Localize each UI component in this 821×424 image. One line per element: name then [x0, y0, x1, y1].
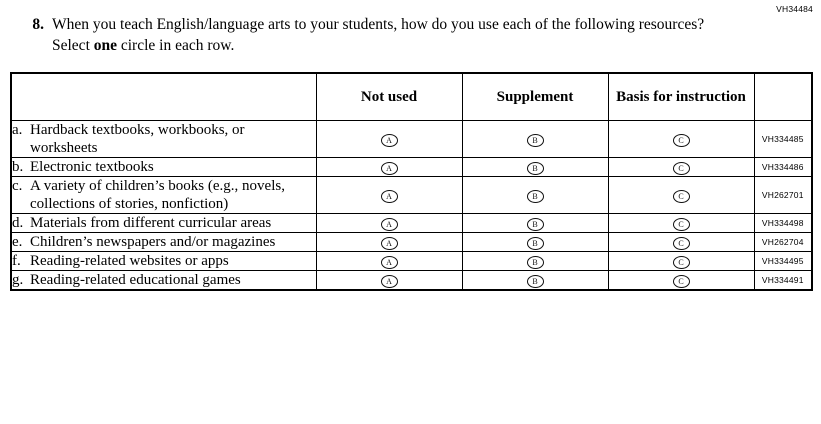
radio-a-basis[interactable] — [608, 121, 754, 158]
header-basis-for-instruction: Basis for instruction — [608, 73, 754, 121]
bubble-c[interactable]: C — [673, 190, 690, 203]
question-text-part2: circle in each row. — [117, 37, 235, 54]
row-letter: g. — [12, 272, 24, 288]
page-item-id: VH34484 — [776, 4, 813, 14]
bubble-b[interactable]: B — [527, 162, 544, 175]
radio-c-not-used[interactable] — [316, 177, 462, 214]
radio-g-supplement[interactable] — [462, 271, 608, 291]
radio-e-supplement[interactable] — [462, 233, 608, 252]
radio-g-basis[interactable] — [608, 271, 754, 291]
row-code: VH262704 — [754, 233, 812, 252]
table-row — [11, 177, 812, 214]
bubble-a[interactable]: A — [381, 162, 398, 175]
bubble-b[interactable]: B — [527, 237, 544, 250]
table-row — [11, 233, 812, 252]
response-matrix — [10, 72, 813, 291]
table-row — [11, 158, 812, 177]
row-text: Electronic textbooks — [30, 159, 154, 175]
radio-c-supplement[interactable] — [462, 177, 608, 214]
row-code: VH334486 — [754, 158, 812, 177]
row-code: VH334491 — [754, 271, 812, 291]
bubble-a[interactable]: A — [381, 237, 398, 250]
table-row — [11, 271, 812, 291]
bubble-c[interactable]: C — [673, 237, 690, 250]
question-number: 8. — [32, 16, 44, 33]
radio-c-basis[interactable] — [608, 177, 754, 214]
radio-b-supplement[interactable] — [462, 158, 608, 177]
table-row — [11, 214, 812, 233]
bubble-c[interactable]: C — [673, 134, 690, 147]
row-letter: a. — [12, 122, 23, 138]
row-label-g — [11, 271, 316, 291]
bubble-c[interactable]: C — [673, 218, 690, 231]
bubble-a[interactable]: A — [381, 256, 398, 269]
row-label-d — [11, 214, 316, 233]
radio-d-not-used[interactable] — [316, 214, 462, 233]
row-text: Reading-related websites or apps — [30, 253, 229, 269]
table-row — [11, 252, 812, 271]
header-code — [754, 73, 812, 121]
radio-b-basis[interactable] — [608, 158, 754, 177]
radio-d-supplement[interactable] — [462, 214, 608, 233]
bubble-a[interactable]: A — [381, 134, 398, 147]
row-code: VH334498 — [754, 214, 812, 233]
bubble-c[interactable]: C — [673, 275, 690, 288]
row-text: Hardback textbooks, workbooks, or worksheets — [30, 122, 245, 156]
row-code: VH262701 — [754, 177, 812, 214]
row-text: A variety of children’s books (e.g., novels, collections of stories, nonfiction) — [30, 178, 285, 212]
bubble-b[interactable]: B — [527, 134, 544, 147]
header-blank — [11, 73, 316, 121]
bubble-b[interactable]: B — [527, 275, 544, 288]
row-label-e — [11, 233, 316, 252]
bubble-b[interactable]: B — [527, 190, 544, 203]
row-text: Reading-related educational games — [30, 272, 241, 288]
bubble-a[interactable]: A — [381, 218, 398, 231]
row-label-c — [11, 177, 316, 214]
question-text — [52, 14, 712, 56]
row-text: Materials from different curricular areas — [30, 215, 272, 231]
radio-f-not-used[interactable] — [316, 252, 462, 271]
question-block — [18, 14, 761, 56]
radio-d-basis[interactable] — [608, 214, 754, 233]
row-letter: d. — [12, 215, 24, 231]
radio-a-not-used[interactable] — [316, 121, 462, 158]
row-letter: e. — [12, 234, 23, 250]
bubble-c[interactable]: C — [673, 256, 690, 269]
row-label-a — [11, 121, 316, 158]
row-label-f — [11, 252, 316, 271]
row-code: VH334485 — [754, 121, 812, 158]
bubble-a[interactable]: A — [381, 275, 398, 288]
radio-f-supplement[interactable] — [462, 252, 608, 271]
bubble-b[interactable]: B — [527, 218, 544, 231]
radio-g-not-used[interactable] — [316, 271, 462, 291]
row-text: Children’s newspapers and/or magazines — [30, 234, 276, 250]
row-label-b — [11, 158, 316, 177]
table-header-row — [11, 73, 812, 121]
row-code: VH334495 — [754, 252, 812, 271]
bubble-c[interactable]: C — [673, 162, 690, 175]
radio-b-not-used[interactable] — [316, 158, 462, 177]
radio-a-supplement[interactable] — [462, 121, 608, 158]
radio-e-basis[interactable] — [608, 233, 754, 252]
question-text-part1: When you teach English/language arts to your students, how do you use each of the following resources? Select — [52, 16, 705, 54]
row-letter: f. — [12, 253, 21, 269]
question-text-emphasis: one — [93, 37, 117, 54]
radio-e-not-used[interactable] — [316, 233, 462, 252]
table-row — [11, 121, 812, 158]
radio-f-basis[interactable] — [608, 252, 754, 271]
row-letter: b. — [12, 159, 24, 175]
row-letter: c. — [12, 178, 23, 194]
bubble-b[interactable]: B — [527, 256, 544, 269]
header-supplement: Supplement — [462, 73, 608, 121]
bubble-a[interactable]: A — [381, 190, 398, 203]
header-not-used: Not used — [316, 73, 462, 121]
